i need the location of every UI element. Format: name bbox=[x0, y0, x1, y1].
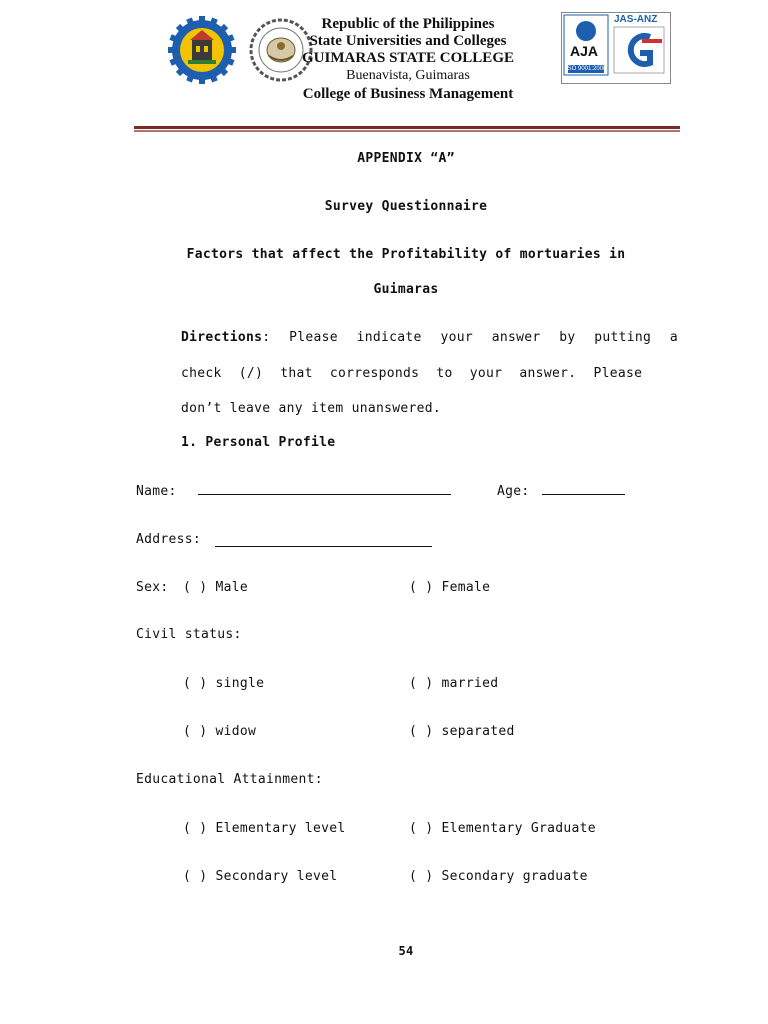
survey-title: Survey Questionnaire bbox=[324, 199, 488, 214]
header-divider-thin bbox=[134, 130, 680, 132]
directions-line-1 bbox=[181, 330, 678, 345]
sex-option-female[interactable]: ( ) Female bbox=[409, 580, 491, 595]
appendix-title: APPENDIX “A” bbox=[357, 151, 455, 166]
address-label: Address: bbox=[136, 532, 202, 547]
name-label: Name: bbox=[136, 484, 177, 499]
civil-option-single[interactable]: ( ) single bbox=[183, 676, 265, 691]
sex-option-male[interactable]: ( ) Male bbox=[183, 580, 249, 595]
directions-label: Directions bbox=[181, 330, 263, 345]
study-title-line-1: Factors that affect the Profitability of mortuaries in bbox=[186, 247, 626, 262]
iso-certification-logo bbox=[561, 12, 671, 84]
civil-option-widow[interactable]: ( ) widow bbox=[183, 724, 257, 739]
header-line-suc: State Universities and Colleges bbox=[309, 33, 507, 49]
civil-option-separated[interactable]: ( ) separated bbox=[409, 724, 515, 739]
edu-option-elementary-graduate[interactable]: ( ) Elementary Graduate bbox=[409, 821, 596, 836]
header-divider bbox=[134, 126, 680, 129]
edu-option-secondary-level[interactable]: ( ) Secondary level bbox=[183, 869, 338, 884]
header-line-republic: Republic of the Philippines bbox=[321, 16, 495, 32]
header-line-department: College of Business Management bbox=[302, 86, 514, 102]
name-blank[interactable] bbox=[198, 494, 451, 495]
header-line-college-name: GUIMARAS STATE COLLEGE bbox=[302, 50, 514, 66]
sex-label: Sex: bbox=[136, 580, 169, 595]
civil-status-label: Civil status: bbox=[136, 627, 242, 642]
institution-header bbox=[280, 16, 536, 103]
edu-option-elementary-level[interactable]: ( ) Elementary level bbox=[183, 821, 346, 836]
cert-iso-text: ISO 9001:2008 bbox=[566, 66, 607, 72]
education-label: Educational Attainment: bbox=[136, 772, 323, 787]
section-personal-profile: 1. Personal Profile bbox=[181, 435, 336, 450]
address-blank[interactable] bbox=[215, 546, 432, 547]
directions-line-2: check (/) that corresponds to your answer. Please bbox=[181, 366, 643, 381]
edu-option-secondary-graduate[interactable]: ( ) Secondary graduate bbox=[409, 869, 588, 884]
cert-brand-text: JAS-ANZ bbox=[614, 14, 658, 25]
directions-text-1: : Please indicate your answer by putting a bbox=[262, 330, 678, 345]
directions-line-3: don’t leave any item unanswered. bbox=[181, 401, 442, 416]
civil-option-married[interactable]: ( ) married bbox=[409, 676, 499, 691]
header-line-location: Buenavista, Guimaras bbox=[346, 68, 470, 83]
study-title-line-2: Guimaras bbox=[373, 282, 439, 297]
age-label: Age: bbox=[497, 484, 530, 499]
cert-aja-text: AJA bbox=[570, 43, 599, 59]
page-number: 54 bbox=[398, 944, 414, 958]
age-blank[interactable] bbox=[542, 494, 625, 495]
gsc-seal-logo bbox=[168, 16, 236, 84]
